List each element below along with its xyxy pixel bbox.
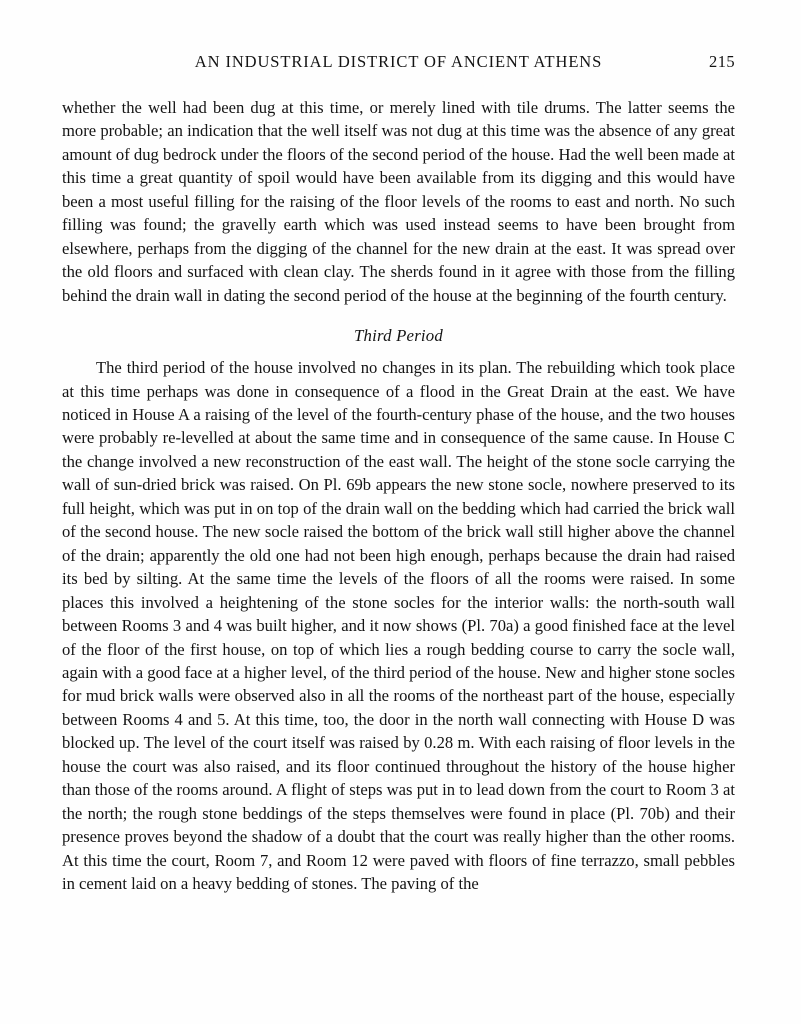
- paragraph-third-period: The third period of the house involved no changes in its plan. The rebuilding which took place at this time perhaps was done in consequence of a flood in the Great Drain at the east. We have noticed in House A a raising of the level of the fourth-century phase of the house, and the two houses were probably re-levelled at about the same time and in consequence of the same cause. In House C the change involved a new reconstruction of the east wall. The height of the stone socle carrying the wall of sun-dried brick was raised. On Pl. 69b appears the new stone socle, nowhere preserved to its full height, which was put in on top of the drain wall on the bedding which had carried the brick wall of the second house. The new socle raised the bottom of the brick wall still higher above the channel of the drain; apparently the old one had not been high enough, perhaps because the drain had raised its bed by silting. At the same time the levels of the floors of all the rooms were raised. In some places this involved a heightening of the stone socles for the interior walls: the north-south wall between Rooms 3 and 4 was built higher, and it now shows (Pl. 70a) a good finished face at the level of the floor of the first house, on top of which lies a rough bedding course to carry the socle wall, again with a good face at a higher level, of the third period of the house. New and higher stone socles for mud brick walls were observed also in all the rooms of the northeast part of the house, especially between Rooms 4 and 5. At this time, too, the door in the north wall connecting with House D was blocked up. The level of the court itself was raised by 0.28 m. With each raising of floor levels in the house the court was also raised, and its floor continued throughout the history of the house higher than those of the rooms around. A flight of steps was put in to lead down from the court to Room 3 at the north; the rough stone beddings of the steps themselves were found in place (Pl. 70b) and their presence proves beyond the shadow of a doubt that the court was really higher than the other rooms. At this time the court, Room 7, and Room 12 were paved with floors of fine terrazzo, small pebbles in cement laid on a heavy bedding of stones. The paving of the: [62, 358, 735, 894]
- running-head: [62, 52, 735, 80]
- running-head-title: AN INDUSTRIAL DISTRICT OF ANCIENT ATHENS: [194, 52, 603, 71]
- section-heading: Third Period: [354, 326, 443, 346]
- page-number: 215: [709, 52, 735, 71]
- body-text: [62, 96, 735, 896]
- paragraph-first: whether the well had been dug at this time, or merely lined with tile drums. The latter seems the more probable; an indication that the well itself was not dug at this time was the absence of any great amount of dug bedrock under the floors of the second period of the house. Had the well been made at this time a great quantity of spoil would have been available from its digging and this would have been a most useful filling for the raising of the floor levels of the rooms to east and north. No such filling was found; the gravelly earth which was used instead seems to have been brought from elsewhere, perhaps from the digging of the channel for the new drain at the east. It was spread over the old floors and surfaced with clean clay. The sherds found in it agree with those from the filling behind the drain wall in dating the second period of the house at the beginning of the fourth century.: [62, 98, 735, 305]
